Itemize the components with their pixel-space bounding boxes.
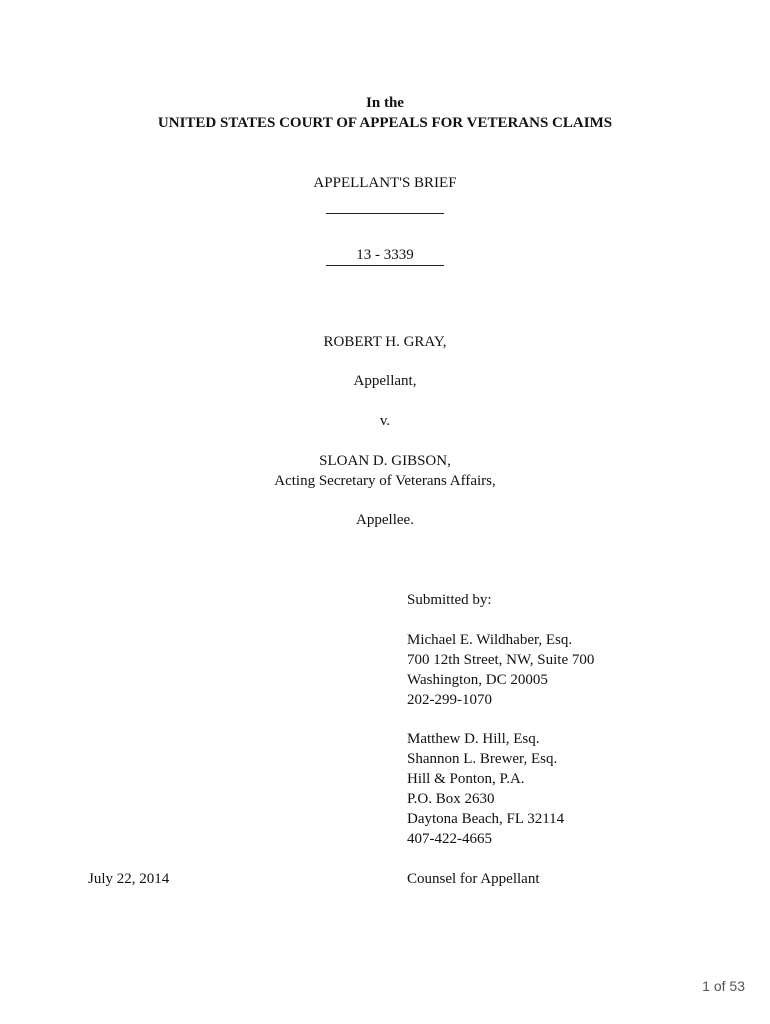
- counsel-block-2: [407, 729, 564, 849]
- counsel2-line: Shannon L. Brewer, Esq.: [407, 751, 558, 767]
- appellee-role: Appellee.: [356, 512, 414, 528]
- appellant-role: Appellant,: [353, 373, 417, 389]
- counsel2-line: 407-422-4665: [407, 831, 492, 847]
- case-number: 13 - 3339: [356, 247, 414, 263]
- case-number-section: [0, 213, 770, 273]
- appellee-block: [0, 451, 770, 491]
- counsel-closing: Counsel for Appellant: [407, 871, 540, 887]
- counsel1-line: Michael E. Wildhaber, Esq.: [407, 632, 573, 648]
- page-indicator: 1 of 53: [702, 978, 745, 994]
- court-header-line1: In the: [366, 95, 404, 111]
- counsel2-line: Matthew D. Hill, Esq.: [407, 731, 540, 747]
- counsel1-line: 700 12th Street, NW, Suite 700: [407, 652, 595, 668]
- counsel-block-1: [407, 630, 594, 710]
- top-rule: [326, 213, 444, 214]
- appellee-title: Acting Secretary of Veterans Affairs,: [274, 473, 496, 489]
- counsel1-line: 202-299-1070: [407, 692, 492, 708]
- bottom-rule: [326, 265, 444, 266]
- appellee-name: SLOAN D. GIBSON,: [319, 453, 451, 469]
- court-header-line2: UNITED STATES COURT OF APPEALS FOR VETERANS CLAIMS: [157, 115, 613, 131]
- counsel2-line: Hill & Ponton, P.A.: [407, 771, 525, 787]
- document-title: APPELLANT'S BRIEF: [313, 175, 457, 191]
- filing-date: July 22, 2014: [88, 871, 170, 887]
- submitted-by-heading: Submitted by:: [407, 592, 492, 608]
- appellant-name: ROBERT H. GRAY,: [323, 334, 447, 350]
- versus-label: v.: [379, 413, 391, 429]
- counsel2-line: P.O. Box 2630: [407, 791, 495, 807]
- counsel1-line: Washington, DC 20005: [407, 672, 548, 688]
- court-header: [0, 93, 770, 133]
- counsel2-line: Daytona Beach, FL 32114: [407, 811, 565, 827]
